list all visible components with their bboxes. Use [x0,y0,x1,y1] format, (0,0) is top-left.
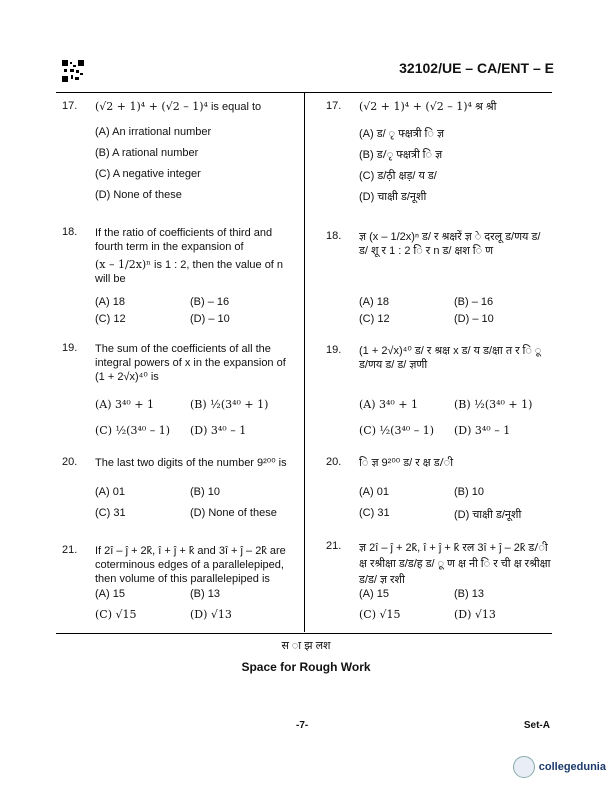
option-c: (C) ड/ठ़ी क्षड़/ य ड/ [359,170,437,182]
option-c: (C) ½(3⁴⁰ – 1) [95,424,171,437]
stem-math: (√2 + 1)⁴ + (√2 – 1)⁴ [95,100,208,113]
rough-work-label: Space for Rough Work [241,660,371,674]
option-d: (D) – 10 [454,313,494,325]
option-c: (C) 31 [95,507,126,519]
option-d: (D) – 10 [190,313,230,325]
option-a: (A) 15 [95,588,125,600]
option-c: (C) A negative integer [95,168,201,180]
question-number: 17. [62,100,78,112]
question-stem: If 2î – ĵ + 2k̂, î + ĵ + k̂ and 3î + ĵ – 2k̂ are coterminous edges of a parallelepiped, then volume of this parallelepiped is [95,545,286,585]
option-c: (C) √15 [359,608,401,621]
question-stem [95,226,297,286]
question-stem: ि ज्ञ 9²⁰⁰ ड/ र क्ष ड/ी [359,457,454,469]
option-a: (A) 18 [95,296,125,308]
column-divider [304,92,305,632]
option-b: (B) 10 [454,486,484,498]
question-stem: ज्ञ (x – 1/2x)ⁿ ड/ र श्रक्षरें ज्ञ े दरलू ड/णय ड/ ड/ शू र 1 : 2 ि र n ड/ क्षश ि ण [359,231,541,257]
question-stem: The sum of the coefficients of all the integral powers of x in the expansion of (1 + 2√x)⁴⁰ is [95,343,286,383]
question-number: 21. [326,540,342,552]
option-d: (D) None of these [190,507,277,519]
collegedunia-watermark [513,756,606,778]
question-stem: ज्ञ 2î – ĵ + 2k̂, î + ĵ + k̂ रल 3î + ĵ – 2k̂ ड/ी क्ष रश्रीक्षा ड/ड/ह ड/ ू ण क्ष नी ि र ची क्ष रश्रीक्षा ड/ड/ ज्ञ रशी [359,542,551,586]
question-number: 21. [62,544,78,556]
option-d: (D) चाक्षी ड/नूशी [359,191,427,203]
stem-text-2: is 1 : 2, then the value of n will be [95,259,284,285]
qr-code [62,60,84,82]
question-stem [359,100,552,114]
stem-text: श्र श्री [471,101,497,113]
option-c: (C) 31 [359,507,390,519]
set-label: Set-A [523,720,550,731]
option-a: (A) 01 [95,486,125,498]
option-a: (A) 01 [359,486,389,498]
option-b: (B) 13 [190,588,220,600]
option-a: (A) 3⁴⁰ + 1 [359,398,419,411]
question-stem: The last two digits of the number 9²⁰⁰ is [95,457,287,469]
option-b: (B) ड/ृ फ्क्षत्री ि ज्ञ [359,149,443,161]
stem-text: If the ratio of coefficients of third and fourth term in the expansion of [95,227,273,253]
option-a: (A) ड/ ृ फ्क्षत्री ि ज्ञ [359,128,445,140]
option-c: (C) √15 [95,608,137,621]
option-b: (B) A rational number [95,147,199,159]
option-a: (A) 15 [359,588,389,600]
option-b: (B) ½(3⁴⁰ + 1) [454,398,533,411]
option-c: (C) ½(3⁴⁰ – 1) [359,424,435,437]
question-number: 20. [326,456,342,468]
option-b: (B) – 16 [454,296,494,308]
question-number: 18. [326,230,342,242]
watermark-text: collegedunia [538,761,606,773]
option-d: (D) √13 [454,608,496,621]
option-a: (A) 18 [359,296,389,308]
option-b: (B) ½(3⁴⁰ + 1) [190,398,269,411]
stem-text: is equal to [207,101,262,113]
question-number: 18. [62,226,78,238]
option-b: (B) 13 [454,588,484,600]
option-d: (D) None of these [95,189,182,201]
stem-math: (x – 1/2x)ⁿ [95,258,151,271]
rough-work-label-hindi: स ा झ लश [281,640,331,652]
stem-math: (√2 + 1)⁴ + (√2 – 1)⁴ [359,100,472,113]
question-number: 20. [62,456,78,468]
option-b: (B) – 16 [190,296,230,308]
question-number: 19. [62,342,78,354]
option-c: (C) 12 [95,313,126,325]
question-number: 17. [326,100,342,112]
question-number: 19. [326,344,342,356]
option-b: (B) 10 [190,486,220,498]
option-d: (D) चाक्षी ड/नूशी [454,509,522,521]
mascot-icon [513,756,535,778]
option-c: (C) 12 [359,313,390,325]
option-d: (D) 3⁴⁰ – 1 [190,424,247,437]
option-d: (D) √13 [190,608,232,621]
question-stem [95,100,297,114]
question-stem: (1 + 2√x)⁴⁰ ड/ र श्रक्ष x ड/ य ड/क्षा त र ि ू ड/णय ड/ ड/ ज्ञणी [359,345,542,371]
page-number: -7- [296,720,309,731]
option-a: (A) An irrational number [95,126,212,138]
paper-code: 32102/UE – CA/ENT – E [399,60,554,76]
option-a: (A) 3⁴⁰ + 1 [95,398,155,411]
option-d: (D) 3⁴⁰ – 1 [454,424,511,437]
